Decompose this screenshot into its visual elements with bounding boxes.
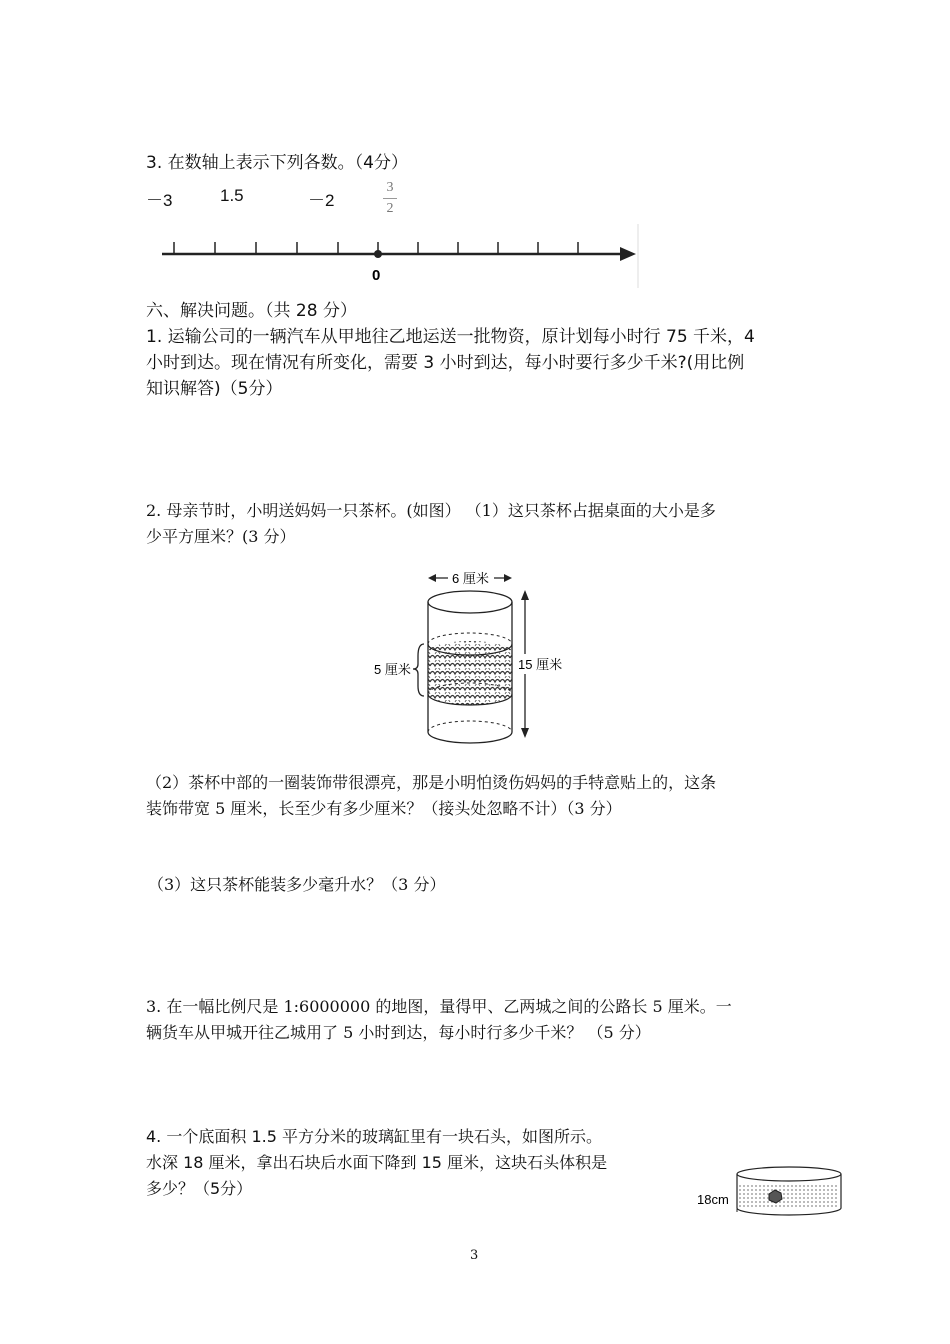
- water-depth-label: 18cm: [697, 1192, 729, 1207]
- stone: [769, 1190, 782, 1203]
- teacup-figure: [370, 564, 590, 750]
- question-2-part-2: （2）茶杯中部的一圈装饰带很漂亮，那是小明怕烫伤妈妈的手特意贴上的，这条 装饰带宽 5 厘米，长至少有多少厘米？（接头处忽略不计）（3 分）: [146, 773, 717, 818]
- page-number: 3: [470, 1248, 479, 1263]
- fraction-denominator: 2: [386, 201, 394, 216]
- question-2: 2. 母亲节时，小明送妈妈一只茶杯。(如图） （1）这只茶杯占据桌面的大小是多 少平方厘米？(3 分）: [146, 501, 716, 546]
- number-line-question-title: 3. 在数轴上表示下列各数。（4分）: [146, 153, 408, 173]
- question-1: 1. 运输公司的一辆汽车从甲地往乙地运送一批物资，原计划每小时行 75 千米，4 小时到达。现在情况有所变化，需要 3 小时到达，每小时要行多少千米?(用比例 知识解答)（5分）: [146, 327, 755, 399]
- number-1-5: 1.5: [220, 186, 244, 205]
- origin-dot: [374, 250, 382, 258]
- fraction-three-halves: [383, 180, 397, 217]
- diameter-label: 6 厘米: [452, 571, 489, 586]
- band-width-label: 5 厘米: [374, 662, 411, 677]
- number-line: [140, 222, 650, 292]
- number-neg2: －2: [308, 191, 335, 210]
- question-3: 3. 在一幅比例尺是 1:6000000 的地图，量得甲、乙两城之间的公路长 5 厘米。一 辆货车从甲城开往乙城用了 5 小时到达，每小时行多少千米？ （5 分）: [146, 997, 732, 1042]
- number-neg3: －3: [146, 191, 173, 210]
- axis-zero-label: 0: [372, 267, 381, 284]
- height-label: 15 厘米: [518, 657, 563, 672]
- section-heading: 六、解决问题。（共 28 分）: [146, 301, 357, 321]
- glass-tank-figure: [695, 1162, 845, 1222]
- fraction-numerator: 3: [386, 180, 394, 195]
- question-2-part-3: （3）这只茶杯能装多少毫升水？（3 分）: [148, 875, 446, 894]
- question-4: 4. 一个底面积 1.5 平方分米的玻璃缸里有一块石头，如图所示。 水深 18 厘米，拿出石块后水面下降到 15 厘米，这块石头体积是 多少？（5分）: [146, 1127, 608, 1198]
